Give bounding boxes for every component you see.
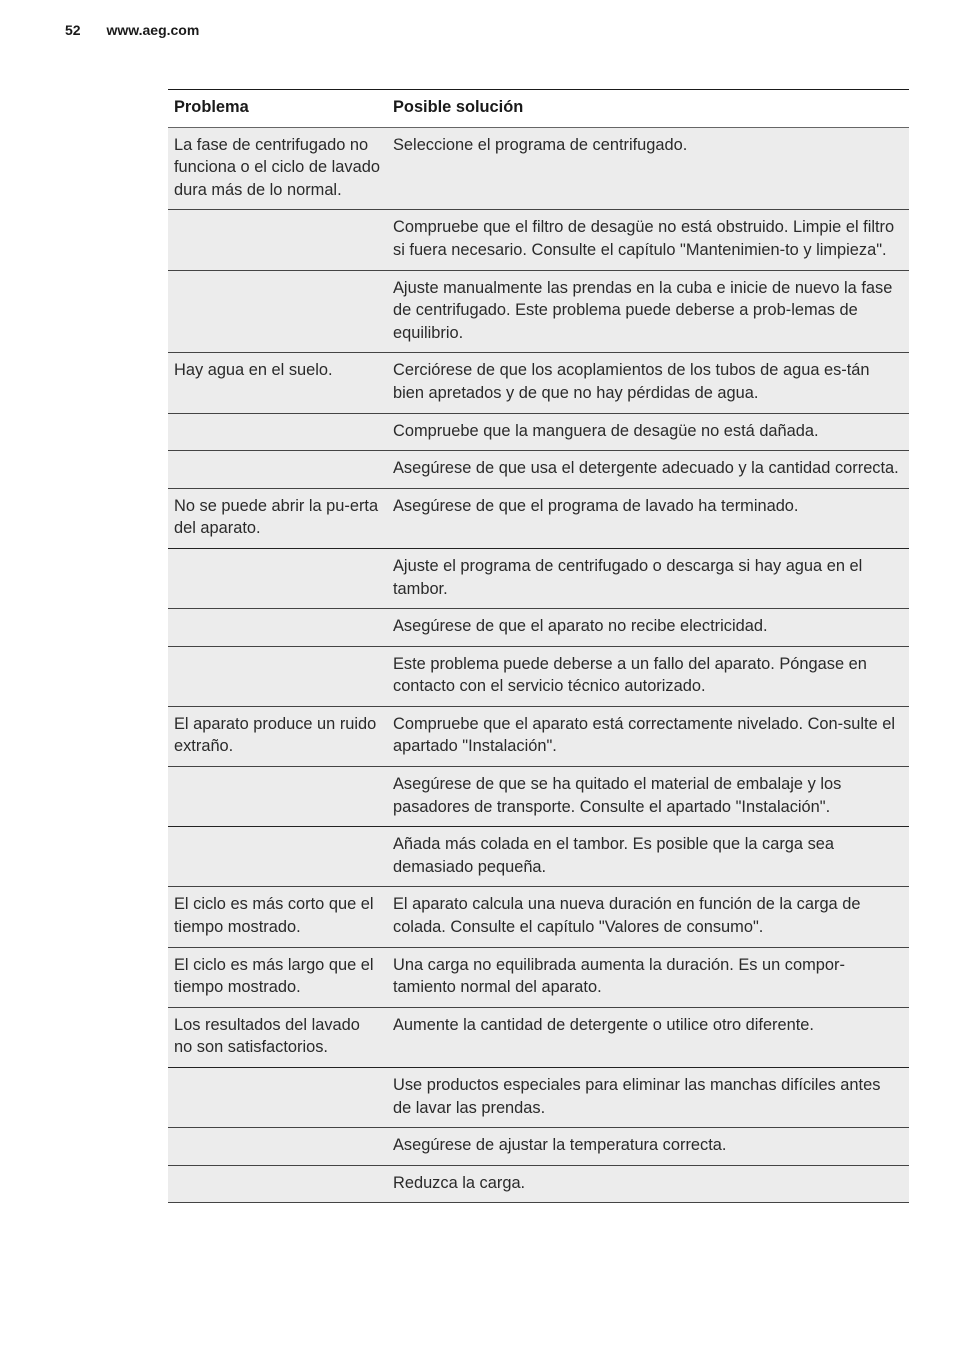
table-row [168, 1068, 909, 1128]
solution-cell: Ajuste manualmente las prendas en la cuba e inicie de nuevo la fase de centrifugado. Este problema puede deberse a prob-lemas de equilibrio. [393, 278, 893, 342]
solution-cell: Cerciórese de que los acoplamientos de los tubos de agua es-tán bien apretados y de que no hay pérdidas de agua. [393, 361, 870, 402]
problem-cell [168, 210, 387, 270]
troubleshooting-table [168, 89, 909, 1203]
table-row [168, 609, 909, 647]
problem-cell: La fase de centrifugado no funciona o el ciclo de lavado dura más de lo normal. [174, 135, 380, 199]
table-row [168, 353, 909, 413]
table-row [168, 488, 909, 548]
problem-cell [168, 827, 387, 887]
table-row [168, 548, 909, 608]
solution-cell: Asegúrese de que el programa de lavado ha terminado. [393, 496, 799, 515]
problem-cell: No se puede abrir la pu-erta del aparato. [174, 496, 379, 538]
table-row [168, 1128, 909, 1166]
problem-cell [168, 413, 387, 451]
page-header [65, 22, 199, 38]
table-row [168, 767, 909, 827]
solution-cell: Asegúrese de que se ha quitado el material de embalaje y los pasadores de transporte. Consulte el apartado "Instalación". [393, 775, 842, 816]
problem-cell [168, 548, 387, 608]
problem-cell [168, 646, 387, 706]
problem-cell [168, 1068, 387, 1128]
solution-cell: Reduzca la carga. [393, 1173, 526, 1192]
table-row [168, 827, 909, 887]
solution-cell: Aumente la cantidad de detergente o utilice otro diferente. [393, 1015, 814, 1034]
solution-cell: Asegúrese de ajustar la temperatura correcta. [393, 1136, 727, 1155]
solution-cell: Compruebe que el filtro de desagüe no está obstruido. Limpie el filtro si fuera necesario. Consulte el capítulo "Mantenimien-to y limpieza". [393, 218, 895, 259]
solution-cell: Use productos especiales para eliminar las manchas difíciles antes de lavar las prendas. [393, 1076, 881, 1117]
problem-cell [168, 1128, 387, 1166]
table-row [168, 413, 909, 451]
table-row [168, 270, 909, 353]
problem-cell: Los resultados del lavado no son satisfactorios. [174, 1015, 360, 1057]
page-number: 52 [65, 22, 81, 38]
solution-cell: Asegúrese de que el aparato no recibe electricidad. [393, 617, 768, 636]
solution-cell: Añada más colada en el tambor. Es posible que la carga sea demasiado pequeña. [393, 835, 835, 876]
problem-cell: El ciclo es más largo que el tiempo mostrado. [174, 955, 374, 997]
table-row [168, 947, 909, 1007]
problem-cell [168, 270, 387, 353]
solution-cell: Seleccione el programa de centrifugado. [393, 135, 688, 154]
problem-cell: El ciclo es más corto que el tiempo mostrado. [174, 895, 374, 937]
solution-cell: Compruebe que la manguera de desagüe no está dañada. [393, 421, 819, 440]
solution-cell: Compruebe que el aparato está correctamente nivelado. Con-sulte el apartado "Instalación". [393, 714, 896, 756]
problem-cell [168, 1165, 387, 1203]
table-row [168, 706, 909, 766]
solution-cell: Ajuste el programa de centrifugado o descarga si hay agua en el tambor. [393, 556, 863, 598]
problem-cell: El aparato produce un ruido extraño. [174, 714, 377, 756]
solution-cell: Asegúrese de que usa el detergente adecuado y la cantidad correcta. [393, 459, 899, 478]
table-row [168, 127, 909, 210]
solution-cell: Este problema puede deberse a un fallo del aparato. Póngase en contacto con el servicio técnico autorizado. [393, 654, 867, 696]
solution-cell: Una carga no equilibrada aumenta la duración. Es un compor-tamiento normal del aparato. [393, 955, 845, 997]
problem-cell: Hay agua en el suelo. [174, 361, 333, 380]
table-row [168, 646, 909, 706]
table-row [168, 210, 909, 270]
table-row [168, 451, 909, 489]
table-header-row [168, 90, 909, 128]
website-url: www.aeg.com [106, 22, 200, 38]
problem-cell [168, 609, 387, 647]
table-row [168, 1007, 909, 1067]
problem-cell [168, 451, 387, 489]
solution-cell: El aparato calcula una nueva duración en función de la carga de colada. Consulte el capítulo "Valores de consumo". [393, 895, 861, 937]
table-row [168, 887, 909, 947]
problem-cell [168, 767, 387, 827]
table-row [168, 1165, 909, 1203]
column-header-solution: Posible solución [393, 98, 524, 116]
column-header-problem: Problema [174, 98, 249, 116]
